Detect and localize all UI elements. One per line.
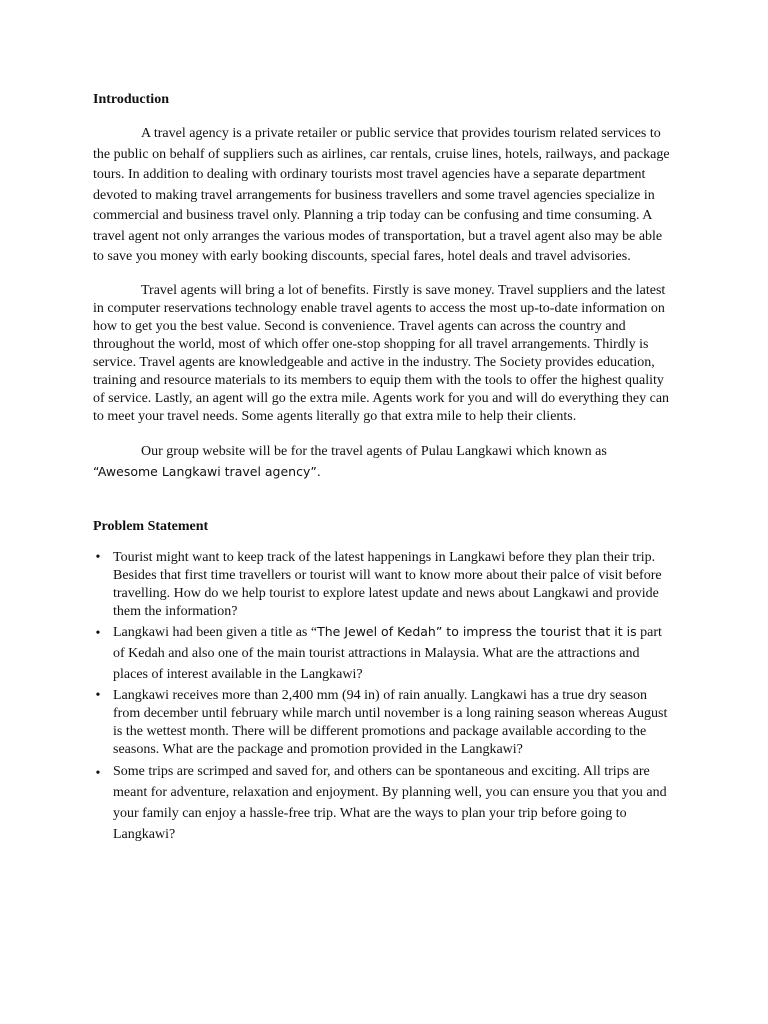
problem-statement-heading: Problem Statement: [93, 518, 209, 534]
bullet-icon: •: [95, 687, 101, 703]
list-item: [95, 621, 671, 685]
introduction-paragraph-3: [93, 442, 671, 483]
agency-name: “Awesome Langkawi travel agency”.: [93, 463, 321, 479]
list-item-text-1: Langkawi had been given a title as “: [113, 624, 318, 640]
jewel-of-kedah-title: The Jewel of Kedah” to impress the tourist that it is: [317, 623, 637, 639]
introduction-heading: Introduction: [93, 92, 169, 107]
list-item-text: Some trips are scrimped and saved for, and others can be spontaneous and exciting. All trips are meant for adventure, relaxation and enjoyment. By planning well, you can ensure you that you and your family can enjoy a hassle-free trip. What are the ways to plan your trip before going to Langkawi?: [113, 763, 667, 842]
list-item-text: Langkawi receives more than 2,400 mm (94 in) of rain anually. Langkawi has a true dry season from december until february while march until november is a long raining season whereas August is the wettest month. There will be different promotions and package available according to the seasons. What are the package and promotion provided in the Langkawi?: [113, 687, 668, 757]
list-item: [95, 549, 671, 621]
bullet-icon: •: [95, 549, 101, 565]
list-item: [95, 687, 671, 759]
bullet-icon: •: [95, 625, 101, 641]
list-item: [95, 761, 671, 845]
document-page: [93, 90, 671, 845]
introduction-paragraph-3-line-1: Our group website will be for the travel agents of Pulau Langkawi which known as: [141, 443, 607, 459]
problem-statement-list: [93, 549, 671, 845]
introduction-paragraph-1: A travel agency is a private retailer or public service that provides tourism related services to the public on behalf of suppliers such as airlines, car rentals, cruise lines, hotels, railways, and package tours. In addition to dealing with ordinary tourists most travel agencies have a separate department devoted to making travel arrangements for business travellers and some travel agencies specialize in commercial and business travel only. Planning a trip today can be confusing and time consuming. A travel agent not only arranges the various modes of transportation, but a travel agent also may be able to save you money with early booking discounts, special fares, hotel deals and travel advisories.: [93, 126, 670, 264]
bullet-icon: •: [95, 765, 101, 781]
list-item-text-2: part of Kedah and also one of the main tourist attractions in Malaysia. What are the attractions and places of interest available in the Langkawi?: [113, 624, 662, 682]
introduction-paragraph-2: Travel agents will bring a lot of benefits. Firstly is save money. Travel suppliers and the latest in computer reservations technology enable travel agents to access the most up-to-date information on how to get you the best value. Second is convenience. Travel agents can across the country and throughout the world, most of which offer one-stop shopping for all travel arrangements. Thirdly is service. Travel agents are knowledgeable and active in the industry. The Society provides education, training and resource materials to its members to equip them with the tools to offer the highest quality of service. Lastly, an agent will go the extra mile. Agents work for you and will do everything they can to meet your travel needs. Some agents literally go that extra mile to help their clients.: [93, 282, 670, 424]
list-item-text: Tourist might want to keep track of the latest happenings in Langkawi before they plan their trip. Besides that first time travellers or tourist will want to know more about their palce of visit before travelling. How do we help tourist to explore latest update and news about Langkawi and provide them the information?: [113, 549, 662, 619]
